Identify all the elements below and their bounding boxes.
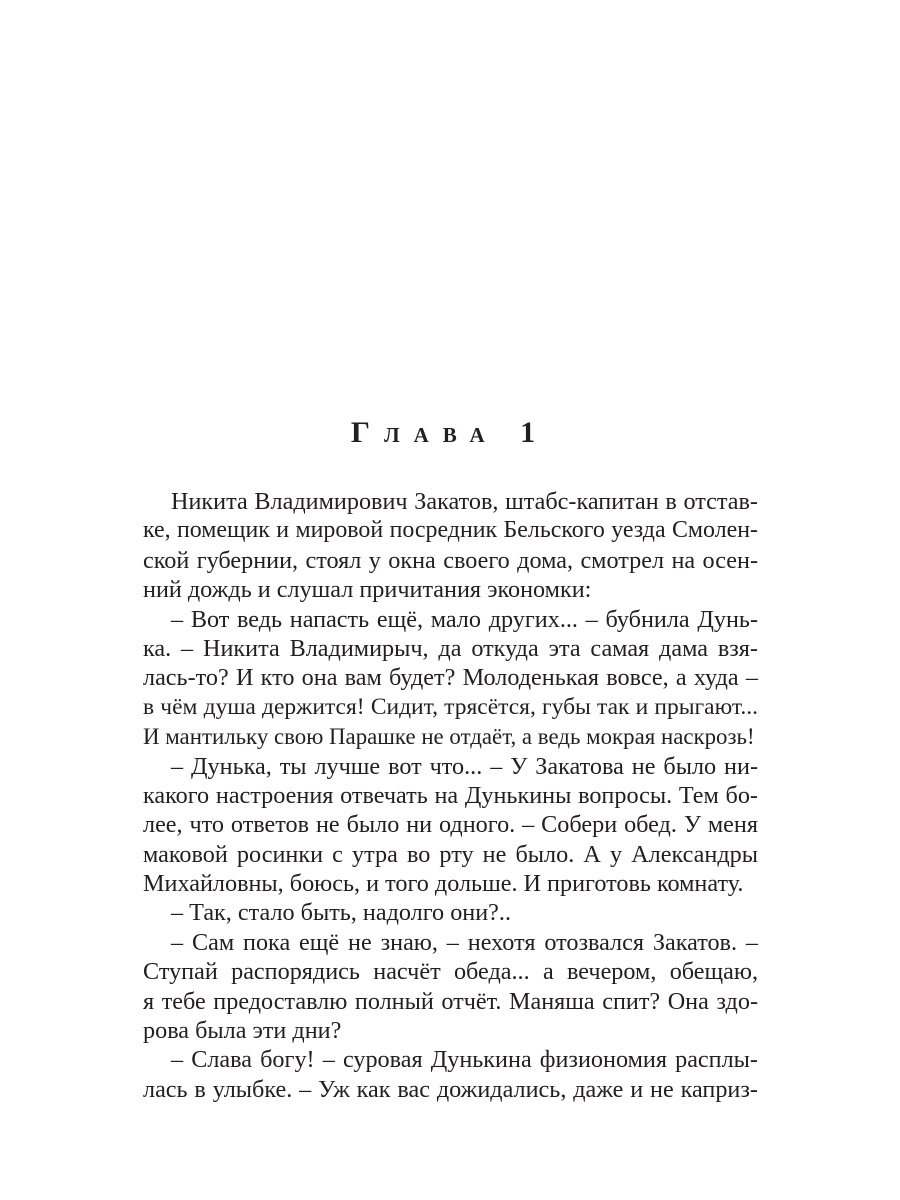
text-line: какого настроения отвечать на Дунькины вопросы. Тем бо- bbox=[143, 781, 758, 809]
text-line: – Сам пока ещё не знаю, – нехотя отозвался Закатов. – bbox=[171, 928, 758, 956]
text-line: ний дождь и слушал причитания экономки: bbox=[143, 576, 592, 604]
text-line: рова была эти дни? bbox=[143, 1017, 342, 1045]
text-line: ке, помещик и мировой посредник Бельского уезда Смолен- bbox=[143, 517, 758, 544]
text-line: ской губернии, стоял у окна своего дома, смотрел на осен- bbox=[143, 546, 758, 574]
chapter-title: Глава 1 bbox=[350, 416, 550, 449]
text-line: в чём душа держится! Сидит, трясётся, губы так и прыгают... bbox=[143, 693, 758, 720]
text-line: – Дунька, ты лучше вот что... – У Закатова не было ни- bbox=[171, 752, 758, 780]
text-line: – Так, стало быть, надолго они?.. bbox=[171, 899, 512, 927]
text-line: я тебе предоставлю полный отчёт. Маняша спит? Она здо- bbox=[143, 987, 758, 1015]
text-line: ка. – Никита Владимирыч, да откуда эта самая дама взя- bbox=[143, 634, 758, 662]
text-line: – Вот ведь напасть ещё, мало других... – бубнила Дунь- bbox=[171, 605, 758, 633]
text-line: лась-то? И кто она вам будет? Молоденькая вовсе, а худа – bbox=[143, 664, 758, 692]
body-text bbox=[143, 487, 758, 1104]
text-line: лее, что ответов не было ни одного. – Собери обед. У меня bbox=[143, 811, 758, 839]
text-line: – Слава богу! – суровая Дунькина физиономия расплы- bbox=[171, 1046, 758, 1074]
text-line: Михайловны, боюсь, и того дольше. И приготовь комнату. bbox=[143, 870, 744, 898]
text-line: Никита Владимирович Закатов, штабс-капитан в отстав- bbox=[171, 488, 758, 515]
text-line: лась в улыбке. – Уж как вас дожидались, даже и не каприз- bbox=[143, 1075, 758, 1103]
text-line: Ступай распорядись насчёт обеда... а вечером, обещаю, bbox=[143, 958, 758, 986]
text-line: И мантильку свою Парашке не отдаёт, а ведь мокрая наскрозь! bbox=[143, 724, 755, 750]
text-line: маковой росинки с утра во рту не было. А у Александры bbox=[143, 840, 758, 868]
